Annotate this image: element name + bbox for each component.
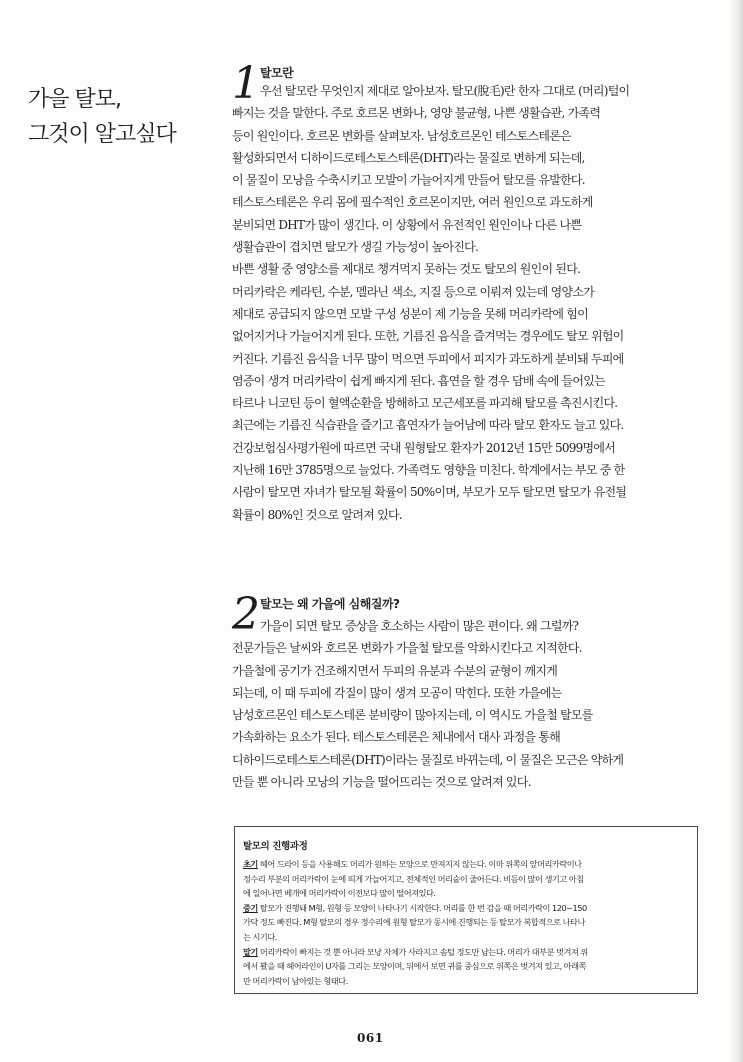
stage-line bbox=[243, 974, 691, 989]
body-line: 활성화되면서 디하이드로테스토스테론(DHT)라는 물질로 변하게 되는데, bbox=[232, 150, 585, 165]
body-line: 머리카락은 케라틴, 수분, 멜라닌 색소, 지질 등으로 이뤄져 있는데 영양소가 bbox=[232, 284, 595, 299]
stage-label: 말기 bbox=[243, 946, 258, 957]
body-line: 생활습관이 겹치면 탈모가 생길 가능성이 높아진다. bbox=[232, 240, 479, 255]
body-line: 없어지거나 가늘어지게 된다. 또한, 기름진 음식을 즐겨먹는 경우에도 탈모 위험이 bbox=[232, 329, 624, 344]
body-line: 커진다. 기름진 음식을 너무 많이 먹으면 두피에서 피지가 과도하게 분비돼 두피에 bbox=[232, 351, 624, 366]
stage-text: 는 시기다. bbox=[243, 931, 277, 942]
stage-line bbox=[243, 886, 691, 901]
body-line: 가을철에 공기가 건조해지면서 두피의 유분과 수분의 균형이 깨지게 bbox=[232, 663, 558, 678]
body-line: 가을이 되면 탈모 증상을 호소하는 사람이 많은 편이다. 왜 그럴까? bbox=[260, 619, 579, 633]
page-spine-shadow bbox=[729, 0, 743, 1062]
stage-line bbox=[243, 915, 691, 930]
section-number: 1 bbox=[232, 58, 260, 109]
stage-middle bbox=[243, 901, 691, 945]
section-heading: 탈모란 bbox=[260, 66, 294, 80]
body-line: 전문가들은 날씨와 호르몬 변화가 가을철 탈모를 악화시킨다고 지적한다. bbox=[232, 641, 582, 656]
body-line: 타르나 니코틴 등이 혈액순환을 방해하고 모근세포를 파괴해 탈모를 촉진시킨다. bbox=[232, 396, 618, 411]
stage-line bbox=[243, 872, 691, 887]
body-line: 지난해 16만 3785명으로 늘었다. 가족력도 영향을 미친다. 학계에서는 부모 중 한 bbox=[232, 463, 625, 478]
body-line: 확률이 80%인 것으로 알려져 있다. bbox=[232, 507, 402, 522]
hair-loss-progress-box bbox=[234, 826, 698, 994]
stage-line bbox=[243, 901, 691, 916]
stage-text: 가닥 정도 빠진다. M형 탈모의 경우 정수리에 원형 탈모가 동시에 진행되는 등 탈모가 복합적으로 나타나 bbox=[243, 917, 585, 928]
stage-label: 중기 bbox=[243, 902, 258, 913]
stage-text: 탈모가 진행돼 M형, 원형 등 모양이 나타나기 시작한다. 머리를 한 번 감을 때 머리카락이 120~150 bbox=[257, 902, 587, 913]
body-line: 사람이 탈모면 자녀가 탈모될 확률이 50%이며, 부모가 모두 탈모면 탈모가 유전될 bbox=[232, 485, 627, 500]
stage-line bbox=[243, 857, 691, 872]
body-line: 되는데, 이 때 두피에 각질이 많이 생겨 모공이 막힌다. 또한 가을에는 bbox=[232, 685, 562, 700]
stage-line bbox=[243, 959, 691, 974]
page-title-line-2: 그것이 알고싶다 bbox=[28, 121, 176, 147]
body-line: 염증이 생겨 머리카락이 쉽게 빠지게 된다. 흡연을 할 경우 담배 속에 들어있는 bbox=[232, 373, 605, 388]
stage-label: 초기 bbox=[243, 859, 258, 869]
body-line: 가속화하는 요소가 된다. 테스토스테론은 체내에서 대사 과정을 통해 bbox=[232, 730, 561, 745]
stage-text: 에서 봤을 때 헤어라인이 U자를 그리는 모양이며, 뒤에서 보면 귀를 중심으로 위쪽은 벗겨져 있고, 아래쪽 bbox=[243, 961, 586, 972]
body-line: 등이 원인이다. 호르몬 변화를 살펴보자. 남성호르몬인 테스토스테론은 bbox=[232, 128, 571, 143]
body-line: 분비되면 DHT가 많이 생긴다. 이 상황에서 유전적인 원인이나 다른 나쁜 bbox=[232, 217, 582, 232]
page-title-line-1: 가을 탈모, bbox=[28, 86, 121, 112]
section-heading: 탈모는 왜 가을에 심해질까? bbox=[260, 597, 400, 611]
stage-text: 머리카락이 빠지는 것 뿐 아니라 모낭 자체가 사라지고 솜털 정도만 남는다. 머리가 대부분 벗겨져 위 bbox=[257, 946, 588, 957]
body-line: 이 물질이 모낭을 수축시키고 모발이 가늘어지게 만들어 탈모를 유발한다. bbox=[232, 173, 585, 188]
body-line: 우선 탈모란 무엇인지 제대로 알아보자. 탈모(脫毛)란 한자 그대로 (머리)털이 bbox=[260, 84, 630, 98]
body-line: 만들 뿐 아니라 모낭의 기능을 떨어뜨리는 것으로 알려져 있다. bbox=[232, 775, 531, 790]
section-number: 2 bbox=[232, 589, 260, 640]
stage-text: 만 머리카락이 남아있는 형태다. bbox=[243, 975, 348, 986]
stage-text: 에 일어나면 베개에 머리카락이 이전보다 많이 떨어져있다. bbox=[243, 888, 436, 899]
body-line: 제대로 공급되지 않으면 모발 구성 성분이 제 기능을 못해 머리카락에 힘이 bbox=[232, 306, 588, 321]
stage-text: 헤어 드라이 등을 사용해도 머리가 원하는 모양으로 만져지지 않는다. 이마 위쪽의 앞머리카락이나 bbox=[257, 859, 582, 869]
box-title: 탈모의 진행과정 bbox=[243, 841, 308, 852]
body-line: 빠지는 것을 말한다. 주로 호르몬 변화나, 영양 불균형, 나쁜 생활습관, 가족력 bbox=[232, 106, 601, 121]
stage-line bbox=[243, 930, 691, 945]
stage-early bbox=[243, 857, 691, 901]
section-body bbox=[232, 615, 702, 793]
section-body bbox=[232, 80, 702, 526]
page-title bbox=[28, 82, 218, 152]
stage-late bbox=[243, 945, 691, 989]
body-line: 테스토스테론은 우리 몸에 필수적인 호르몬이지만, 여러 원인으로 과도하게 bbox=[232, 195, 593, 210]
body-line: 디하이드로테스토스테론(DHT)이라는 물질로 바뀌는데, 이 물질은 모근은 약하게 bbox=[232, 752, 624, 767]
body-line: 최근에는 기름진 식습관을 즐기고 흡연자가 늘어남에 따라 탈모 환자도 늘고 있다. bbox=[232, 418, 624, 433]
page-number: 061 bbox=[357, 1031, 384, 1045]
body-line: 바쁜 생활 중 영양소를 제대로 챙겨먹지 못하는 것도 탈모의 원인이 된다. bbox=[232, 262, 581, 277]
body-line: 남성호르몬인 테스토스테론 분비량이 많아지는데, 이 역시도 가을철 탈모를 bbox=[232, 708, 593, 723]
stage-text: 정수리 부분의 머리카락이 눈에 띄게 가늘어지고, 전체적인 머리숱이 줄어든다. 비듬이 많이 생기고 아침 bbox=[243, 873, 584, 884]
body-line: 건강보험심사평가원에 따르면 국내 원형탈모 환자가 2012년 15만 5099명에서 bbox=[232, 440, 616, 455]
stage-line bbox=[243, 945, 691, 960]
